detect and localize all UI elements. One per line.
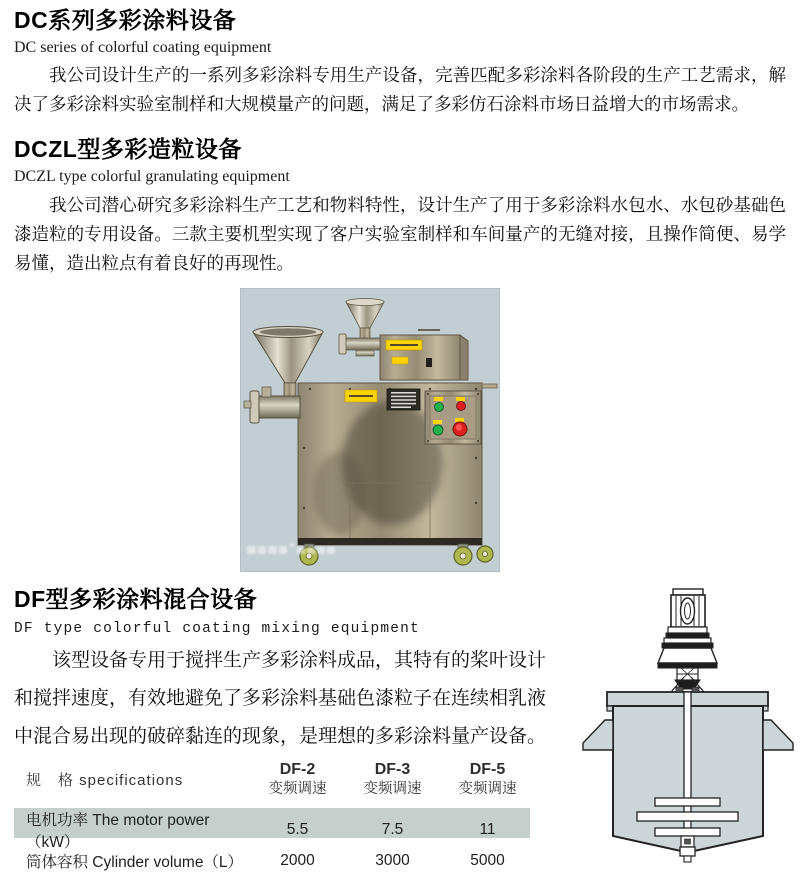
spec-header-label: 规 格 specifications <box>26 771 184 789</box>
granulating-machine-photo <box>240 288 500 572</box>
spec-table-header-row <box>14 756 530 802</box>
model-header-df3: DF-3 变频调速 <box>363 760 422 797</box>
table-row: 电机功率 The motor power（kW） 5.5 7.5 11 <box>14 808 530 838</box>
box-handle <box>418 329 440 331</box>
green-pilot-light <box>435 403 444 412</box>
small-sticker <box>392 357 408 364</box>
dc-section-subtitle: DC series of colorful coating equipment <box>14 39 272 56</box>
table-row: 筒体容积 Cylinder volume（L） 2000 3000 5000 <box>26 852 505 871</box>
control-panel <box>425 391 481 444</box>
model-header-df2: DF-2 变频调速 <box>268 760 327 797</box>
df-section-paragraph: 该型设备专用于搅拌生产多彩涂料成品，其特有的桨叶设计和搅拌速度，有效地避免了多彩涂料基础色漆粒子在连续相乳液中混合易出现的破碎黏连的现象，是理想的多彩涂料量产设备。 <box>14 650 547 747</box>
button-label <box>455 418 464 422</box>
machine-base <box>298 538 482 545</box>
dc-section-paragraph: 我公司设计生产的一系列多彩涂料专用生产设备，完善匹配多彩涂料各阶段的生产工艺需求，解决了多彩涂料实验室制样和大规模量产的问题，满足了多彩仿石涂料市场日益增大的市场需求。 <box>14 65 786 114</box>
dczl-section-subtitle: DCZL type colorful granulating equipment <box>14 168 290 185</box>
side-handle <box>482 384 497 388</box>
df-section-title: DF型多彩涂料混合设备 <box>14 586 258 612</box>
model-header-df5: DF-5 变频调速 <box>458 760 517 797</box>
toggle-switch <box>426 358 432 367</box>
df-section-subtitle: DF type colorful coating mixing equipment <box>14 621 420 637</box>
bottom-outlet <box>680 847 695 862</box>
spec-table <box>14 756 530 874</box>
green-start-button <box>433 425 443 435</box>
red-pilot-light <box>457 402 466 411</box>
dczl-section-paragraph: 我公司潜心研究多彩涂料生产工艺和物料特性，设计生产了用于多彩涂料水包水、水包砂基础色漆造粒的专用设备。三款主要机型实现了客户实验室制样和车间量产的无缝对接，且操作简便、易学易懂，造出粒点有着良好的再现性。 <box>14 195 786 273</box>
agitator-shaft <box>684 692 691 847</box>
dczl-section-title: DCZL型多彩造粒设备 <box>14 136 242 162</box>
nameplate <box>387 389 420 410</box>
top-control-box <box>380 329 468 380</box>
button-label <box>456 397 465 401</box>
button-label <box>433 420 442 424</box>
button-label <box>434 397 443 401</box>
mixing-tank-diagram <box>563 584 800 874</box>
agitator-motor <box>658 589 717 668</box>
sticker-text-line <box>349 395 373 397</box>
dc-section-title: DC系列多彩涂料设备 <box>14 7 237 33</box>
